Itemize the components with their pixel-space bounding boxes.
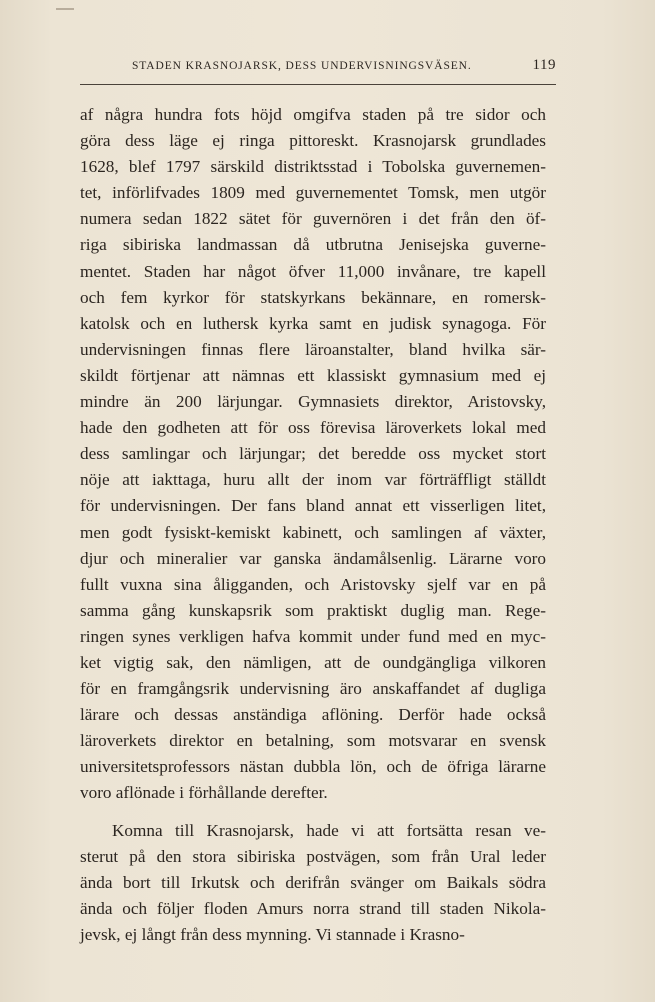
text-line: ket vigtig sak, den nämligen, att de oundgängliga vilkoren (80, 652, 546, 672)
text-line: ända och följer floden Amurs norra strand till staden Nikola- (80, 898, 546, 918)
text-line: göra dess läge ej ringa pittoreskt. Krasnojarsk grundlades (80, 131, 546, 151)
text-line: riga sibiriska landmassan då utbrutna Jenisejska guverne- (80, 235, 546, 255)
text-line: skildt förtjenar att nämnas ett klassiskt gymnasium med ej (80, 365, 546, 385)
text-line: ringen synes verkligen hafva kommit under fund med en myc- (80, 626, 546, 646)
text-line: hade den godheten att för oss förevisa läroverkets lokal med (80, 418, 546, 438)
text-line: numera sedan 1822 sätet för guvernören i det från den öf- (80, 209, 546, 229)
text-line: af några hundra fots höjd omgifva staden på tre sidor och (80, 105, 546, 124)
text-line: undervisningen finnas flere läroanstalter, bland hvilka sär- (80, 339, 546, 359)
text-line: voro aflönade i förhållande derefter. (80, 783, 328, 803)
text-line: lärare och dessas anständiga aflöning. Derför hade också (80, 705, 546, 725)
text-line: men godt fysiskt-kemiskt kabinett, och samlingen af växter, (80, 522, 546, 542)
text-line: tet, införlifvades 1809 med guvernementet Tomsk, men utgör (80, 183, 546, 203)
paragraph (80, 102, 546, 807)
text-line: universitetsprofessors nästan dubbla lön, och de öfriga lärarne (80, 757, 546, 777)
text-line: för en framgångsrik undervisning äro anskaffandet af dugliga (80, 679, 546, 699)
running-title: STADEN KRASNOJARSK, DESS UNDERVISNINGSVÄSEN. (132, 60, 472, 72)
text-line: mindre än 200 lärjungar. Gymnasiets direktor, Aristovsky, (80, 392, 546, 412)
text-line: ända bort till Irkutsk och derifrån svänger om Baikals södra (80, 872, 546, 892)
running-header (132, 57, 556, 73)
text-line: sterut på den stora sibiriska postvägen, som från Ural leder (80, 846, 546, 866)
text-line: jevsk, ej långt från dess mynning. Vi stannade i Krasno- (80, 924, 465, 944)
text-line: djur och mineralier var ganska ändamålsenlig. Lärarne voro (80, 548, 546, 568)
text-line: katolsk och en luthersk kyrka samt en judisk synagoga. För (80, 313, 546, 333)
text-line: mentet. Staden har något öfver 11,000 invånare, tre kapell (80, 261, 546, 281)
text-line: Komna till Krasnojarsk, hade vi att fortsätta resan ve- (112, 820, 546, 840)
page-number: 119 (532, 57, 556, 73)
body-text (80, 102, 546, 948)
paragraph-gap (80, 807, 546, 818)
text-line: läroverkets direktor en betalning, som motsvarar en svensk (80, 731, 546, 751)
text-line: 1628, blef 1797 särskild distriktsstad i Tobolska guvernemen- (80, 157, 546, 177)
header-rule (80, 84, 556, 85)
text-line: dess samlingar och lärjungar; det beredde oss mycket stort (80, 444, 546, 464)
paragraph (80, 818, 546, 948)
text-line: för undervisningen. Der fans bland annat ett visserligen litet, (80, 496, 546, 516)
text-line: nöje att iakttaga, huru allt der inom var förträffligt ställdt (80, 470, 546, 490)
corner-mark (56, 8, 74, 10)
text-line: och fem kyrkor för statskyrkans bekännare, en romersk- (80, 287, 546, 307)
text-line: fullt vuxna sina åligganden, och Aristovsky sjelf var en på (80, 574, 546, 594)
text-line: samma gång kunskapsrik som praktiskt duglig man. Rege- (80, 600, 546, 620)
